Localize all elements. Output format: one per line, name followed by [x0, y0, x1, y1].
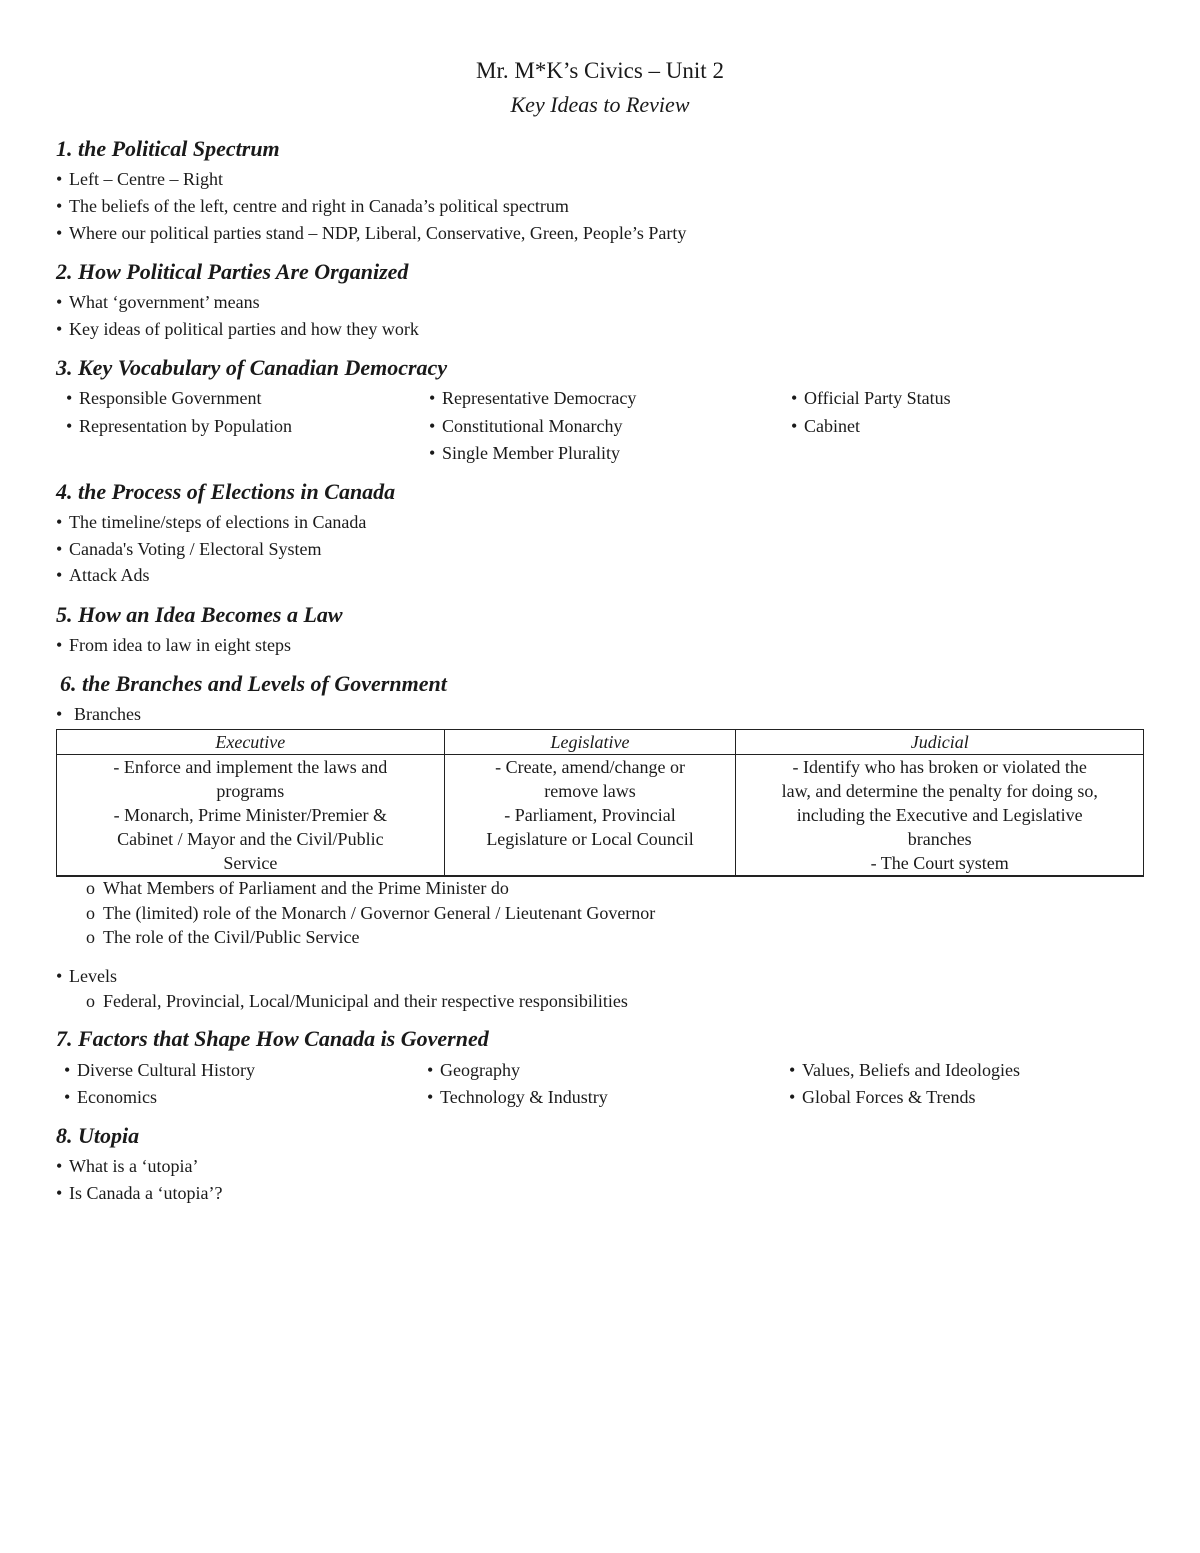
column-header-legislative: Legislative: [444, 730, 736, 755]
cell-line: - Enforce and implement the laws and: [113, 757, 388, 777]
bullet-icon: •: [56, 223, 63, 243]
bullet-icon: •: [64, 1087, 71, 1107]
list-item: [56, 563, 150, 587]
list-item-text: The beliefs of the left, centre and right in Canada’s political spectrum: [69, 196, 569, 216]
cell-line: - Monarch, Prime Minister/Premier &: [113, 805, 388, 825]
list-item-text: What is a ‘utopia’: [69, 1156, 199, 1176]
bullet-icon: •: [56, 512, 63, 532]
bullet-icon: •: [64, 1060, 71, 1080]
section-heading-political-spectrum: 1. the Political Spectrum: [56, 136, 280, 161]
vocab-item-text: Responsible Government: [79, 388, 262, 408]
section-heading-utopia: 8. Utopia: [56, 1123, 140, 1148]
cell-line: Cabinet / Mayor and the Civil/Public: [117, 829, 384, 849]
list-item: [56, 633, 291, 657]
list-item-text: The timeline/steps of elections in Canada: [69, 512, 367, 532]
vocab-item-text: Official Party Status: [804, 388, 951, 408]
factor-item: [789, 1058, 1020, 1082]
list-item-levels: [56, 964, 117, 988]
bullet-icon: •: [791, 388, 798, 408]
section-heading-party-organization: 2. How Political Parties Are Organized: [56, 259, 409, 284]
factor-item-text: Diverse Cultural History: [77, 1060, 255, 1080]
bullet-icon: •: [429, 416, 436, 436]
sub-bullet-icon: o: [86, 903, 95, 923]
list-item-text: Branches: [74, 704, 141, 724]
section-heading-branches-levels: 6. the Branches and Levels of Government: [60, 671, 447, 696]
list-item-text: Levels: [69, 966, 117, 986]
factor-item: [789, 1085, 976, 1109]
list-item: [56, 290, 260, 314]
section-heading-idea-to-law: 5. How an Idea Becomes a Law: [56, 602, 343, 627]
factor-item-text: Geography: [440, 1060, 520, 1080]
bullet-icon: •: [56, 539, 63, 559]
list-item: [56, 317, 419, 341]
bullet-icon: •: [789, 1087, 796, 1107]
list-item-text: Left – Centre – Right: [69, 169, 223, 189]
cell-line: law, and determine the penalty for doing so,: [781, 781, 1098, 801]
bullet-icon: •: [56, 319, 63, 339]
bullet-icon: •: [56, 565, 63, 585]
vocab-item-text: Representative Democracy: [442, 388, 637, 408]
bullet-icon: •: [429, 443, 436, 463]
cell-line: including the Executive and Legislative: [796, 805, 1083, 825]
list-item-text: Key ideas of political parties and how they work: [69, 319, 419, 339]
bullet-icon: •: [427, 1060, 434, 1080]
table-header-row: [57, 730, 1144, 755]
section-heading-factors: 7. Factors that Shape How Canada is Governed: [56, 1026, 489, 1051]
cell-line: - Parliament, Provincial: [504, 805, 676, 825]
sub-list-item-text: The role of the Civil/Public Service: [103, 927, 360, 947]
column-header-judicial: Judicial: [736, 730, 1144, 755]
vocab-item: [429, 414, 622, 438]
cell-line: Service: [223, 853, 278, 873]
list-item: [56, 221, 686, 245]
bullet-icon: •: [56, 196, 63, 216]
vocab-item: [429, 386, 636, 410]
document-subtitle: Key Ideas to Review: [510, 92, 690, 117]
list-item-text: Where our political parties stand – NDP, Liberal, Conservative, Green, People’s Party: [69, 223, 687, 243]
cell-line: remove laws: [544, 781, 636, 801]
cell-line: - Identify who has broken or violated the: [792, 757, 1087, 777]
sub-list-item: [86, 901, 655, 925]
table-row: [57, 755, 1144, 877]
list-item-text: From idea to law in eight steps: [69, 635, 291, 655]
sub-list-item: [86, 989, 628, 1013]
bullet-icon: •: [56, 635, 63, 655]
bullet-icon: •: [56, 1156, 63, 1176]
judicial-cell: [736, 755, 1144, 877]
list-item-text: Is Canada a ‘utopia’?: [69, 1183, 223, 1203]
bullet-icon: •: [66, 388, 73, 408]
sub-list-item: [86, 925, 359, 949]
list-item-text: Attack Ads: [69, 565, 150, 585]
bullet-icon: •: [66, 416, 73, 436]
list-item-branches: [56, 702, 141, 726]
list-item: [56, 1154, 198, 1178]
sub-list-item-text: Federal, Provincial, Local/Municipal and their respective responsibilities: [103, 991, 628, 1011]
bullet-icon: •: [56, 704, 63, 724]
section-heading-key-vocabulary: 3. Key Vocabulary of Canadian Democracy: [56, 355, 448, 380]
bullet-icon: •: [429, 388, 436, 408]
sub-list-item-text: What Members of Parliament and the Prime Minister do: [103, 878, 509, 898]
vocab-item-text: Cabinet: [804, 416, 860, 436]
cell-line: - The Court system: [870, 853, 1009, 873]
bullet-icon: •: [427, 1087, 434, 1107]
vocab-item: [429, 441, 620, 465]
factor-item-text: Economics: [77, 1087, 157, 1107]
factor-item-text: Global Forces & Trends: [802, 1087, 976, 1107]
legislative-cell: [444, 755, 736, 877]
bullet-icon: •: [56, 292, 63, 312]
cell-line: Legislature or Local Council: [486, 829, 694, 849]
factor-item-text: Values, Beliefs and Ideologies: [802, 1060, 1020, 1080]
factor-item: [427, 1058, 520, 1082]
cell-line: programs: [216, 781, 285, 801]
branches-table: [56, 729, 1144, 877]
list-item: [56, 167, 223, 191]
factor-item: [64, 1085, 157, 1109]
list-item: [56, 1181, 222, 1205]
cell-line: - Create, amend/change or: [495, 757, 685, 777]
vocab-item: [66, 386, 261, 410]
vocab-item-text: Representation by Population: [79, 416, 292, 436]
list-item-text: What ‘government’ means: [69, 292, 260, 312]
list-item: [56, 537, 322, 561]
sub-bullet-icon: o: [86, 991, 95, 1011]
list-item: [56, 510, 366, 534]
vocab-item: [66, 414, 292, 438]
column-header-executive: Executive: [57, 730, 445, 755]
vocab-item-text: Single Member Plurality: [442, 443, 620, 463]
sub-list-item-text: The (limited) role of the Monarch / Governor General / Lieutenant Governor: [103, 903, 656, 923]
bullet-icon: •: [789, 1060, 796, 1080]
factor-item: [427, 1085, 608, 1109]
factor-item-text: Technology & Industry: [440, 1087, 608, 1107]
section-heading-elections: 4. the Process of Elections in Canada: [56, 479, 396, 504]
vocab-item-text: Constitutional Monarchy: [442, 416, 623, 436]
sub-bullet-icon: o: [86, 878, 95, 898]
vocab-item: [791, 386, 951, 410]
sub-bullet-icon: o: [86, 927, 95, 947]
executive-cell: [57, 755, 445, 877]
bullet-icon: •: [56, 966, 63, 986]
factor-item: [64, 1058, 255, 1082]
bullet-icon: •: [56, 1183, 63, 1203]
document-title: Mr. M*K’s Civics – Unit 2: [476, 58, 724, 83]
vocab-item: [791, 414, 860, 438]
list-item: [56, 194, 569, 218]
list-item-text: Canada's Voting / Electoral System: [69, 539, 322, 559]
sub-list-item: [86, 876, 509, 900]
cell-line: branches: [907, 829, 972, 849]
bullet-icon: •: [56, 169, 63, 189]
bullet-icon: •: [791, 416, 798, 436]
